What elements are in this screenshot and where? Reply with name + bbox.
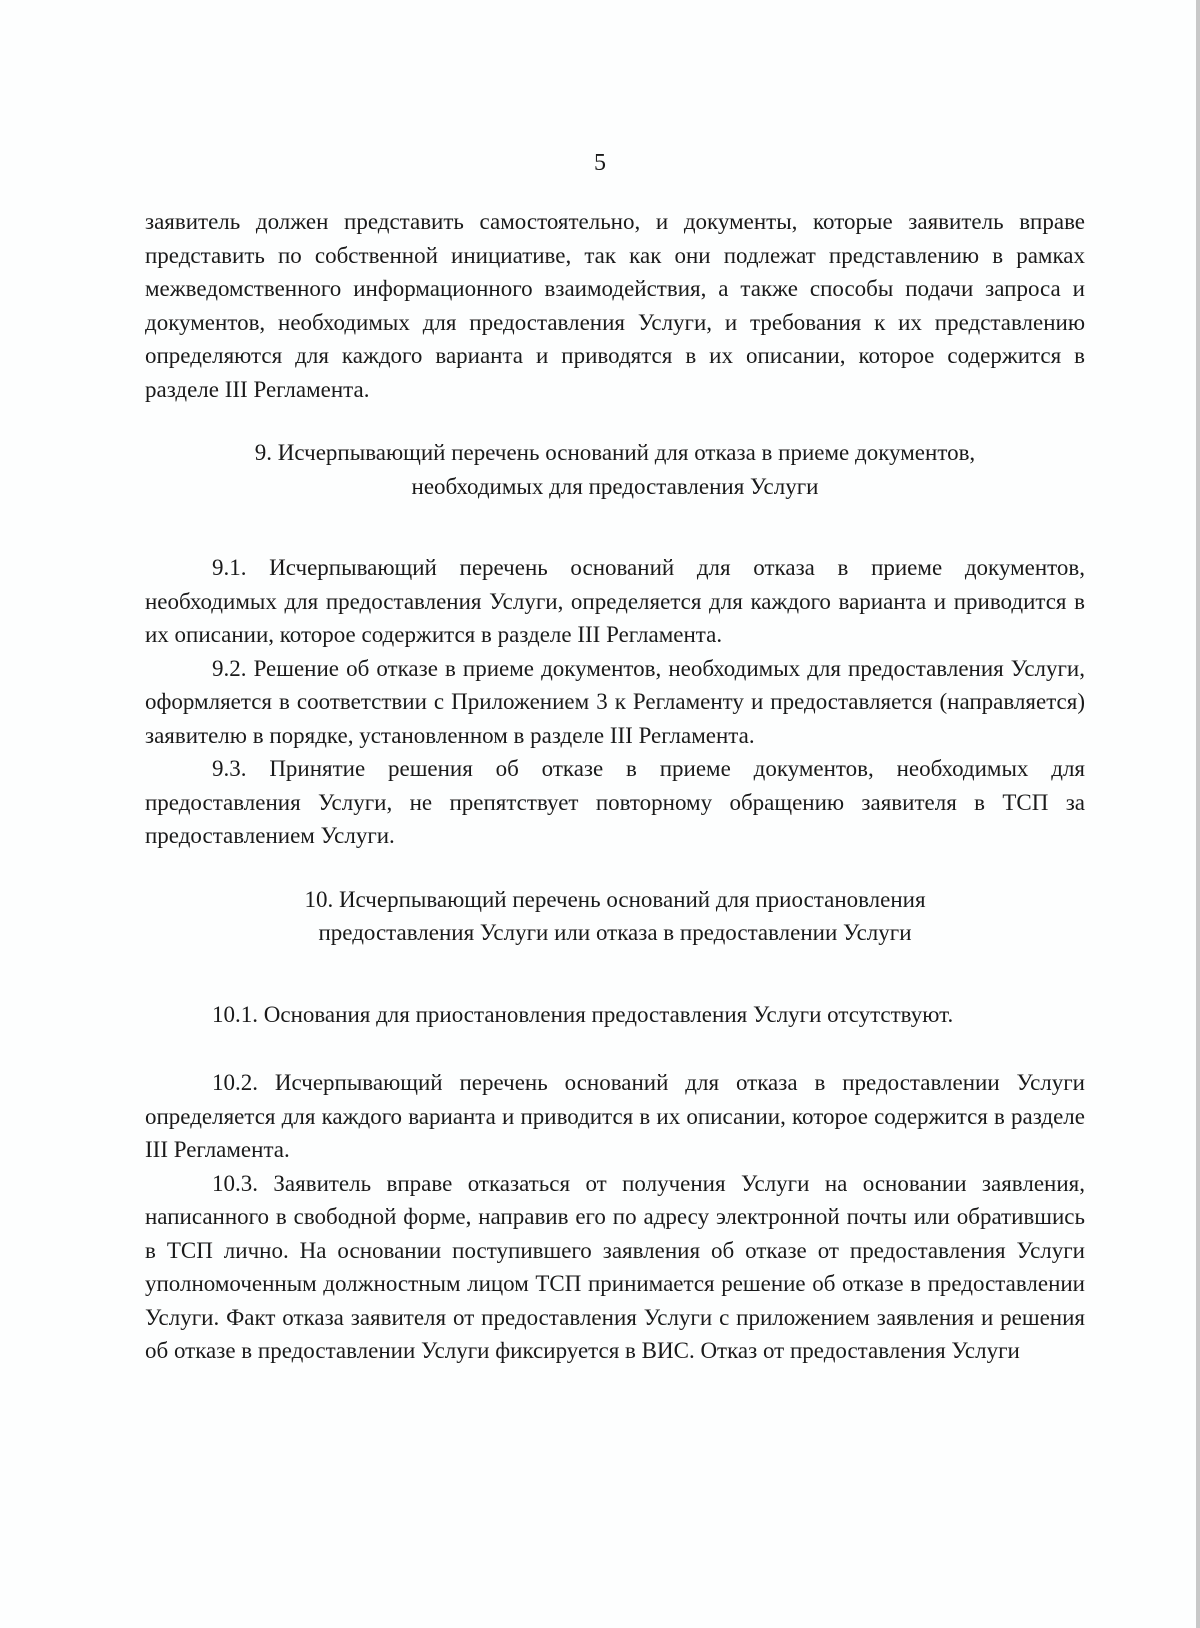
section-10: [145, 883, 1085, 1368]
paragraph-10-2: 10.2. Исчерпывающий перечень оснований для отказа в предоставлении Услуги определяется для каждого варианта и приводится в их описании, которое содержится в разделе III Регламента.: [145, 1070, 1085, 1162]
section-9: [145, 436, 1085, 853]
section-9-heading-line-1: 9. Исчерпывающий перечень оснований для отказа в приеме документов,: [254, 440, 976, 465]
section-10-heading-line-1: 10. Исчерпывающий перечень оснований для приостановления: [304, 886, 926, 912]
section-9-heading-line-2: необходимых для предоставления Услуги: [411, 473, 819, 499]
paragraph-10-3: 10.3. Заявитель вправе отказаться от получения Услуги на основании заявления, написанного в свободной форме, направив его по адресу электронной почты или обратившись в ТСП лично. На основании поступившего заявления об отказе от предоставления Услуги уполномоченным должностным лицом ТСП принимается решение об отказе в предоставлении Услуги. Факт отказа заявителя от предоставления Услуги с приложением заявления и решения об отказе в предоставлении Услуги фиксируется в ВИС. Отказ от предоставления Услуги: [145, 1170, 1085, 1363]
intro-paragraph: заявитель должен представить самостоятельно, и документы, которые заявитель вправе представить по собственной инициативе, так как они подлежат представлению в рамках межведомственного информационного взаимодействия, а также способы подачи запроса и документов, необходимых для предоставления Услуги, и требования к их представлению определяются для каждого варианта и приводятся в их описании, которое содержится в разделе III Регламента.: [145, 209, 1085, 402]
paragraph-9-3: 9.3. Принятие решения об отказе в приеме документов, необходимых для предоставления Услуги, не препятствует повторному обращению заявителя в ТСП за предоставлением Услуги.: [145, 756, 1085, 848]
section-10-heading-line-2: предоставления Услуги или отказа в предоставлении Услуги: [318, 920, 912, 945]
paragraph-9-1: 9.1. Исчерпывающий перечень оснований для отказа в приеме документов, необходимых для предоставления Услуги, определяется для каждого варианта и приводится в их описании, которое содержится в разделе III Регламента.: [145, 555, 1085, 647]
page-edge: [1196, 0, 1200, 1628]
paragraph-10-1: 10.1. Основания для приостановления предоставления Услуги отсутствуют.: [212, 1001, 954, 1027]
page-number: 5: [594, 150, 606, 176]
paragraph-9-2: 9.2. Решение об отказе в приеме документов, необходимых для предоставления Услуги, оформляется в соответствии с Приложением 3 к Регламенту и предоставляется (направляется) заявителю в порядке, установленном в разделе III Регламента.: [145, 655, 1085, 748]
document-body: [145, 205, 1085, 1368]
